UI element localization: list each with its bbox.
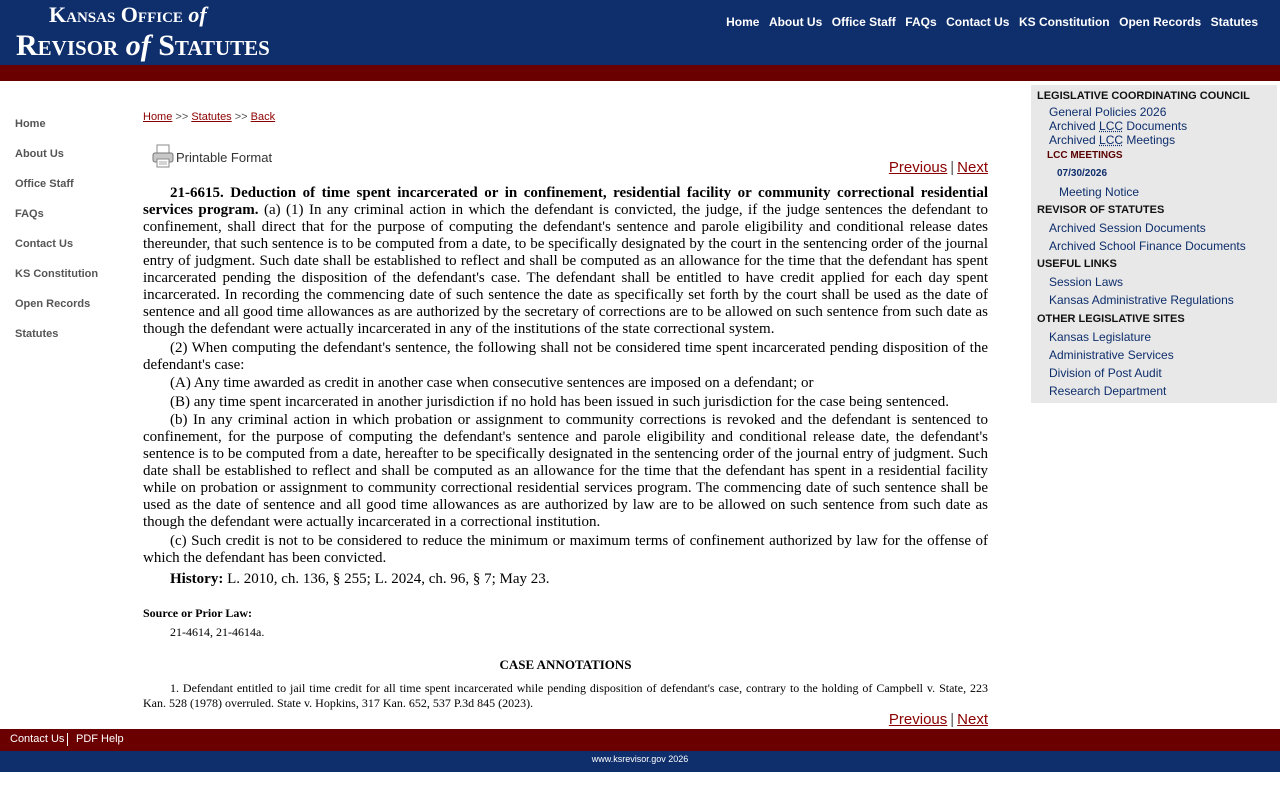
logo-of-2: of [125, 29, 151, 62]
previous-link[interactable]: Previous [888, 711, 948, 728]
footer-pdf-help-link[interactable]: PDF Help [76, 733, 124, 745]
archived-school-finance-link[interactable]: Archived School Finance Documents [1049, 239, 1246, 253]
statute-paragraph-a2-B: (B) any time spent incarcerated in another jurisdiction if no hold has been issued in such jurisdiction for the case being sentenced. [170, 393, 949, 410]
left-sidebar-nav [15, 118, 98, 358]
archived-label: Archived [1049, 119, 1096, 133]
breadcrumb [143, 111, 988, 123]
lcc-abbreviation: LCC [1099, 133, 1124, 147]
statute-text-a1: (a) (1) In any criminal action in which the defendant is convicted, the judge, if the judge sentences the defendant to confinement, shall direct that for the purpose of computing the defendant's sentence and parole eligibility and conditional release dates thereunder, that such sentence is to be computed from a date, to be specifically designated by the court in the sentencing order of the journal entry of judgment. Such date shall be established to reflect and shall be computed as an allowance for the time that the defendant has spent incarcerated pending the disposition of the defendant's case. The defendant shall be entitled to have credit applied for each day spent incarcerated. In recording the commencing date of such sentence the date as specifically set forth by the court shall be used as the date of sentence and all good time allowances as are authorized by the secretary of corrections are to be allowed on such sentence from such date as though the defendant were actually incarcerated in any of the institutions of the state correctional system. [143, 202, 989, 337]
printable-format-label: Printable Format [176, 150, 273, 165]
top-nav-office-staff[interactable]: Office Staff [831, 15, 896, 29]
previous-link[interactable]: Previous [888, 159, 948, 176]
prev-next-top [889, 159, 988, 176]
documents-label: Documents [1126, 119, 1188, 133]
statute-paragraph-c: (c) Such credit is not to be considered to reduce the minimum or maximum terms of confinement authorized by law for the offense of which the defendant has been convicted. [143, 532, 988, 566]
statute-history [143, 571, 988, 588]
division-of-post-audit-link[interactable]: Division of Post Audit [1049, 366, 1162, 380]
top-nav-statutes[interactable]: Statutes [1210, 15, 1258, 29]
logo-line-2 [16, 31, 270, 61]
breadcrumb-home-link[interactable]: Home [143, 111, 173, 123]
case-annotations-heading: CASE ANNOTATIONS [499, 656, 632, 672]
next-link[interactable]: Next [957, 711, 988, 728]
archived-lcc-meetings-link[interactable] [1049, 133, 1175, 147]
statute-paragraph-a2-A: (A) Any time awarded as credit in another case when consecutive sentences are imposed on a defendant; or [170, 375, 814, 391]
statute-toolbar [143, 139, 988, 185]
case-annotation-item: 1. Defendant entitled to jail time credit for all time spent incarcerated while pending disposition of defendant's case, contrary to the holding of Campbell v. State, 223 Kan. 528 (1978) overruled. State v. Hopkins, 317 Kan. 652, 537 P.3d 845 (2023). [143, 680, 988, 710]
lcc-heading: LEGISLATIVE COORDINATING COUNCIL [1037, 90, 1250, 102]
meetings-label: Meetings [1126, 133, 1176, 147]
administrative-services-link[interactable]: Administrative Services [1049, 348, 1174, 362]
sidebar-item-contact-us[interactable]: Contact Us [15, 238, 74, 250]
footer-copyright: www.ksrevisor.gov 2026 [591, 754, 689, 764]
sidebar-item-statutes[interactable]: Statutes [15, 328, 59, 340]
case-annotations [143, 657, 988, 711]
prev-next-separator: | [950, 159, 955, 176]
top-nav-home[interactable]: Home [726, 15, 760, 29]
source-prior-law [143, 606, 988, 640]
breadcrumb-separator: >> [175, 111, 189, 123]
other-sites-heading: OTHER LEGISLATIVE SITES [1037, 313, 1185, 325]
right-sidebar [1031, 85, 1277, 403]
main-content [143, 111, 988, 711]
next-link[interactable]: Next [957, 159, 988, 176]
revisor-heading: REVISOR OF STATUTES [1037, 204, 1165, 216]
breadcrumb-statutes-link[interactable]: Statutes [191, 111, 232, 123]
archived-session-documents-link[interactable]: Archived Session Documents [1049, 221, 1206, 235]
sidebar-item-about-us[interactable]: About Us [15, 148, 64, 160]
meeting-date: 07/30/2026 [1057, 168, 1108, 179]
general-policies-link[interactable]: General Policies 2026 [1049, 105, 1167, 119]
top-nav-faqs[interactable]: FAQs [905, 15, 937, 29]
lcc-meetings-subheading: LCC MEETINGS [1047, 150, 1123, 161]
logo-line-1 [49, 4, 207, 26]
breadcrumb-separator: >> [234, 111, 248, 123]
statute-paragraph-b: (b) In any criminal action in which probation or assignment to community corrections is revoked and the defendant is sentenced to confinement, for the purpose of computing the defendant's sentence and parole eligibility and conditional release date, the defendant's sentence is to be computed from a date, hereafter to be specifically designated in the sentencing order of the journal entry of judgment. Such date shall be established to reflect and shall be computed as an allowance for the time that the defendant has spent in a residential facility while on probation or assignment to community correctional residential services program. The commencing date of such sentence shall be used as the date of sentence and all good time allowances as are authorized by law are to be allowed on such sentence from such date as though the defendant were actually incarcerated in a correctional institution. [143, 412, 988, 530]
printer-icon [152, 144, 174, 171]
source-law-value: 21-4614, 21-4614a. [170, 624, 265, 639]
sidebar-item-open-records[interactable]: Open Records [15, 298, 91, 310]
research-department-link[interactable]: Research Department [1049, 384, 1167, 398]
logo-kansas-office: Kansas Office [49, 2, 183, 27]
statute-text [143, 185, 988, 588]
top-nav-open-records[interactable]: Open Records [1119, 15, 1202, 29]
sidebar-item-home[interactable]: Home [15, 118, 46, 130]
logo-revisor: Revisor [16, 29, 119, 62]
logo-of-1: of [188, 2, 207, 27]
printable-format-button[interactable] [152, 144, 272, 171]
archived-lcc-documents-link[interactable] [1049, 119, 1187, 133]
session-laws-link[interactable]: Session Laws [1049, 275, 1124, 289]
kansas-legislature-link[interactable]: Kansas Legislature [1049, 330, 1152, 344]
kansas-admin-regulations-link[interactable]: Kansas Administrative Regulations [1049, 293, 1234, 307]
prev-next-bottom [889, 711, 988, 728]
sidebar-item-faqs[interactable]: FAQs [15, 208, 44, 220]
history-label: History: [170, 570, 224, 587]
logo-statutes: Statutes [158, 29, 270, 62]
statute-paragraph-a2: (2) When computing the defendant's sentence, the following shall not be considered time spent incarcerated pending disposition of the defendant's case: [143, 339, 988, 373]
footer-contact-us-link[interactable]: Contact Us [10, 733, 65, 745]
archived-label: Archived [1049, 133, 1096, 147]
prev-next-separator: | [950, 711, 955, 728]
top-nav [717, 15, 1258, 29]
statute-paragraph-a1 [143, 185, 988, 338]
top-nav-ks-constitution[interactable]: KS Constitution [1018, 15, 1110, 29]
header-divider-bar [0, 65, 1280, 81]
site-header [0, 0, 1280, 65]
footer-divider [67, 733, 68, 746]
history-text: L. 2010, ch. 136, § 255; L. 2024, ch. 96, § 7; May 23. [227, 570, 550, 587]
breadcrumb-back-link[interactable]: Back [250, 111, 276, 123]
top-nav-about-us[interactable]: About Us [768, 15, 823, 29]
footer-links-bar [0, 729, 1280, 751]
useful-links-heading: USEFUL LINKS [1037, 258, 1117, 270]
lcc-abbreviation: LCC [1099, 119, 1124, 133]
footer-copyright-bar [0, 751, 1280, 772]
statute-heading: 21-6615. Deduction of time spent incarcerated or in confinement, residential facility or community correctional residential services program. [143, 185, 988, 218]
sidebar-item-office-staff[interactable]: Office Staff [15, 178, 74, 190]
source-law-heading: Source or Prior Law: [143, 605, 252, 620]
sidebar-item-ks-constitution[interactable]: KS Constitution [15, 268, 99, 280]
meeting-notice-link[interactable]: Meeting Notice [1059, 185, 1140, 199]
top-nav-contact-us[interactable]: Contact Us [946, 15, 1010, 29]
